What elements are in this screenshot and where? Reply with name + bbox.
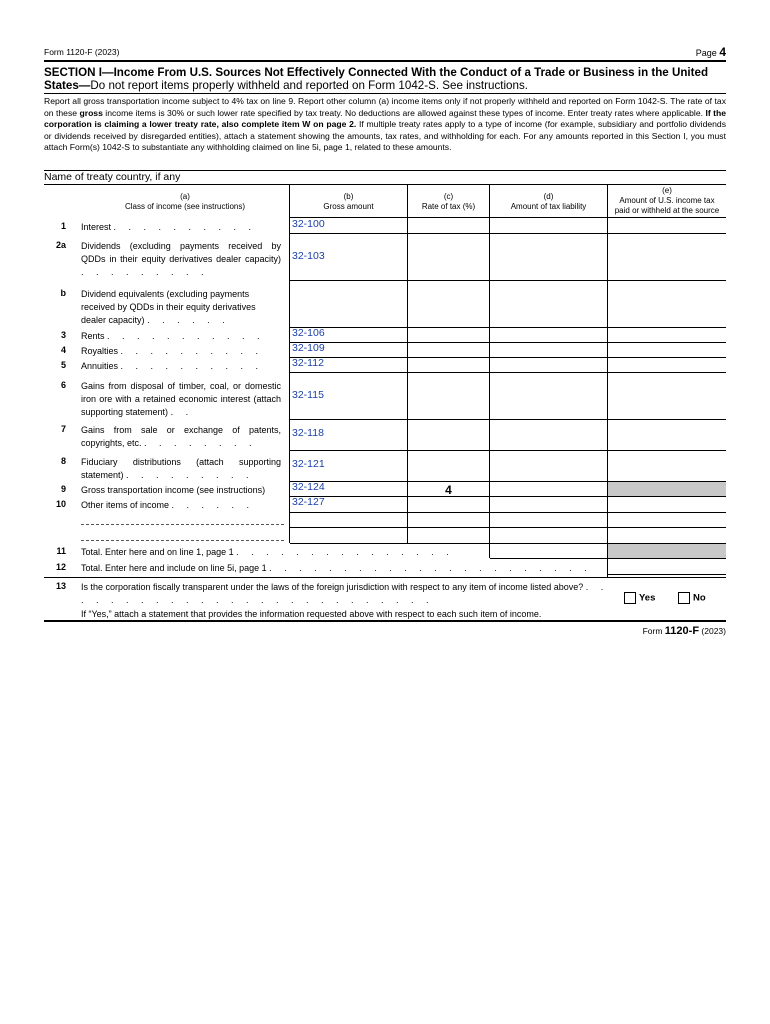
intro-text-a: Report all gross transportation income subject to 4% tax on line 9. Report other column (a) income items only if not properly withheld and reported on Form 1042-S. The rate of tax on these (44, 96, 726, 118)
intro-bold: If the corporation is claiming a lower treaty rate, also complete item W on page 2. (44, 107, 727, 129)
grid-line (290, 481, 726, 482)
line-7-code[interactable]: 32-118 (292, 427, 324, 439)
form-id: Form 1120-F (2023) (44, 47, 120, 57)
line-9-number: 9 (60, 484, 66, 494)
grid-line (290, 372, 726, 373)
line-6-label: Gains from disposal of timber, coal, or domestic iron ore with a retained economic interest (attach supporting statement) . . (81, 381, 281, 417)
grid-line (290, 419, 726, 420)
line-3-code[interactable]: 32-106 (292, 327, 325, 339)
line-2b-number: b (60, 288, 66, 298)
grid-line (290, 450, 726, 451)
section-rule (44, 93, 726, 94)
grid-line (290, 527, 726, 528)
line-9-label: Gross transportation income (see instructions) (81, 485, 266, 495)
page-number (696, 45, 726, 59)
line-4-label: Royalties . . . . . . . . . . (81, 346, 264, 356)
no-checkbox[interactable] (678, 592, 690, 604)
grid-line (490, 558, 726, 559)
grid-line (607, 574, 726, 575)
grid-vline (489, 184, 490, 558)
page-label: Page (695, 48, 717, 58)
line-3-number: 3 (60, 330, 66, 340)
line-1-number: 1 (60, 221, 66, 231)
col-a-header: (a) Class of income (see instructions) (124, 192, 246, 211)
section-instructions (44, 96, 726, 154)
line-10-number: 10 (55, 499, 66, 509)
yes-option[interactable]: Yes (624, 592, 655, 604)
shaded-cell-11e (608, 543, 726, 558)
grid-line (290, 543, 726, 544)
treaty-bottom-rule (44, 184, 726, 185)
line-12-label: Total. Enter here and include on line 5i, page 1 . . . . . . . . . . . . . . . . . . . . . . (81, 563, 592, 573)
section-subtitle: Do not report items properly withheld and reported on Form 1042-S. See instructions. (90, 79, 528, 92)
line-9-code[interactable]: 32-124 (292, 481, 325, 493)
intro-gross: gross (79, 107, 103, 118)
col-e-header: (e) Amount of U.S. income tax paid or withheld at the source (614, 186, 720, 215)
col-c-header: (c) Rate of tax (%) (421, 192, 476, 211)
line-2a-label: Dividends (excluding payments received by QDDs in their equity derivatives dealer capacity) . . . . . . . . . (81, 241, 281, 277)
section-title-text: SECTION I—Income From U.S. Sources Not Effectively Connected With the Conduct of a Trade or Business in the United States— (44, 66, 709, 92)
line-4-code[interactable]: 32-109 (292, 342, 325, 354)
line-2a-number: 2a (55, 240, 66, 250)
line-5-code[interactable]: 32-112 (292, 357, 324, 369)
line-10-code[interactable]: 32-127 (292, 496, 325, 508)
grid-line (290, 217, 726, 218)
intro-text-b: income items is 30% or such lower rate specified by tax treaty. No deductions are allowed against these types of income. Enter treaty rates where applicable. (102, 107, 706, 118)
line-10-label: Other items of income . . . . . . (81, 500, 255, 510)
grid-line (44, 577, 726, 578)
col-b-header: (b) Gross amount (323, 192, 374, 211)
line-8-label: Fiduciary distributions (attach supporting statement) . . . . . . . . . (81, 457, 281, 480)
line-3-label: Rents . . . . . . . . . . . (81, 331, 265, 341)
line-13-label: Is the corporation fiscally transparent under the laws of the foreign jurisdiction with respect to any item of income listed above? . . . . . . . . . . . . . . . . . . . . . . . . . . (81, 582, 609, 605)
grid-line (290, 280, 726, 281)
line-12-number: 12 (55, 562, 66, 572)
section-title (44, 66, 726, 92)
line-4-number: 4 (60, 345, 66, 355)
grid-line (290, 327, 726, 328)
line-1-label: Interest . . . . . . . . . . (81, 222, 257, 232)
grid-line (290, 496, 726, 497)
no-option[interactable]: No (678, 592, 706, 604)
line-11-label: Total. Enter here and on line 1, page 1 . . . . . . . . . . . . . . . (81, 547, 454, 557)
top-rule (44, 60, 726, 62)
shaded-cell-9e (608, 481, 726, 496)
line-8-code[interactable]: 32-121 (292, 458, 325, 470)
col-d-header: (d) Amount of tax liability (510, 192, 587, 211)
line-8-number: 8 (60, 456, 66, 466)
treaty-country-label: Name of treaty country, if any (44, 171, 181, 183)
line-13-number: 13 (55, 581, 66, 591)
line-6-code[interactable]: 32-115 (292, 389, 324, 401)
grid-line (290, 357, 726, 358)
line-11-number: 11 (56, 546, 66, 556)
line-9-rate: 4 (445, 483, 452, 497)
grid-line (290, 512, 726, 513)
form-footer: Form 1120-F (2023) (642, 625, 726, 637)
line-5-label: Annuities . . . . . . . . . . (81, 361, 264, 371)
line-5-number: 5 (60, 360, 66, 370)
line-6-number: 6 (60, 380, 66, 390)
yes-checkbox[interactable] (624, 592, 636, 604)
line-7-label: Gains from sale or exchange of patents, copyrights, etc. . . . . . . . . (81, 425, 281, 448)
grid-line (290, 233, 726, 234)
line-2a-code[interactable]: 32-103 (292, 250, 325, 262)
page-number-value: 4 (719, 45, 726, 59)
other-income-line[interactable] (81, 524, 284, 525)
grid-vline (607, 184, 608, 577)
line-7-number: 7 (60, 424, 66, 434)
line-1-code[interactable]: 32-100 (292, 218, 325, 230)
intro-text-c: If multiple treaty rates apply to a type of income (for example, subsidiary and portfolio dividends or dividends received by disregarded entities), attach a statement showing the amounts, tax rates, and withholding for each. For any amounts reported in this Section I, you must attach Form(s) 1042-S to substantiate any withholding claimed on line 5i, page 1, related to these amounts. (44, 119, 727, 152)
line-13-note: If “Yes,” attach a statement that provides the information requested above with respect to each such item of income. (81, 609, 542, 619)
line-2b-label: Dividend equivalents (excluding payments received by QDDs in their equity derivatives dealer capacity) . . . . . . (81, 289, 256, 325)
grid-line (290, 342, 726, 343)
other-income-line[interactable] (81, 540, 284, 541)
